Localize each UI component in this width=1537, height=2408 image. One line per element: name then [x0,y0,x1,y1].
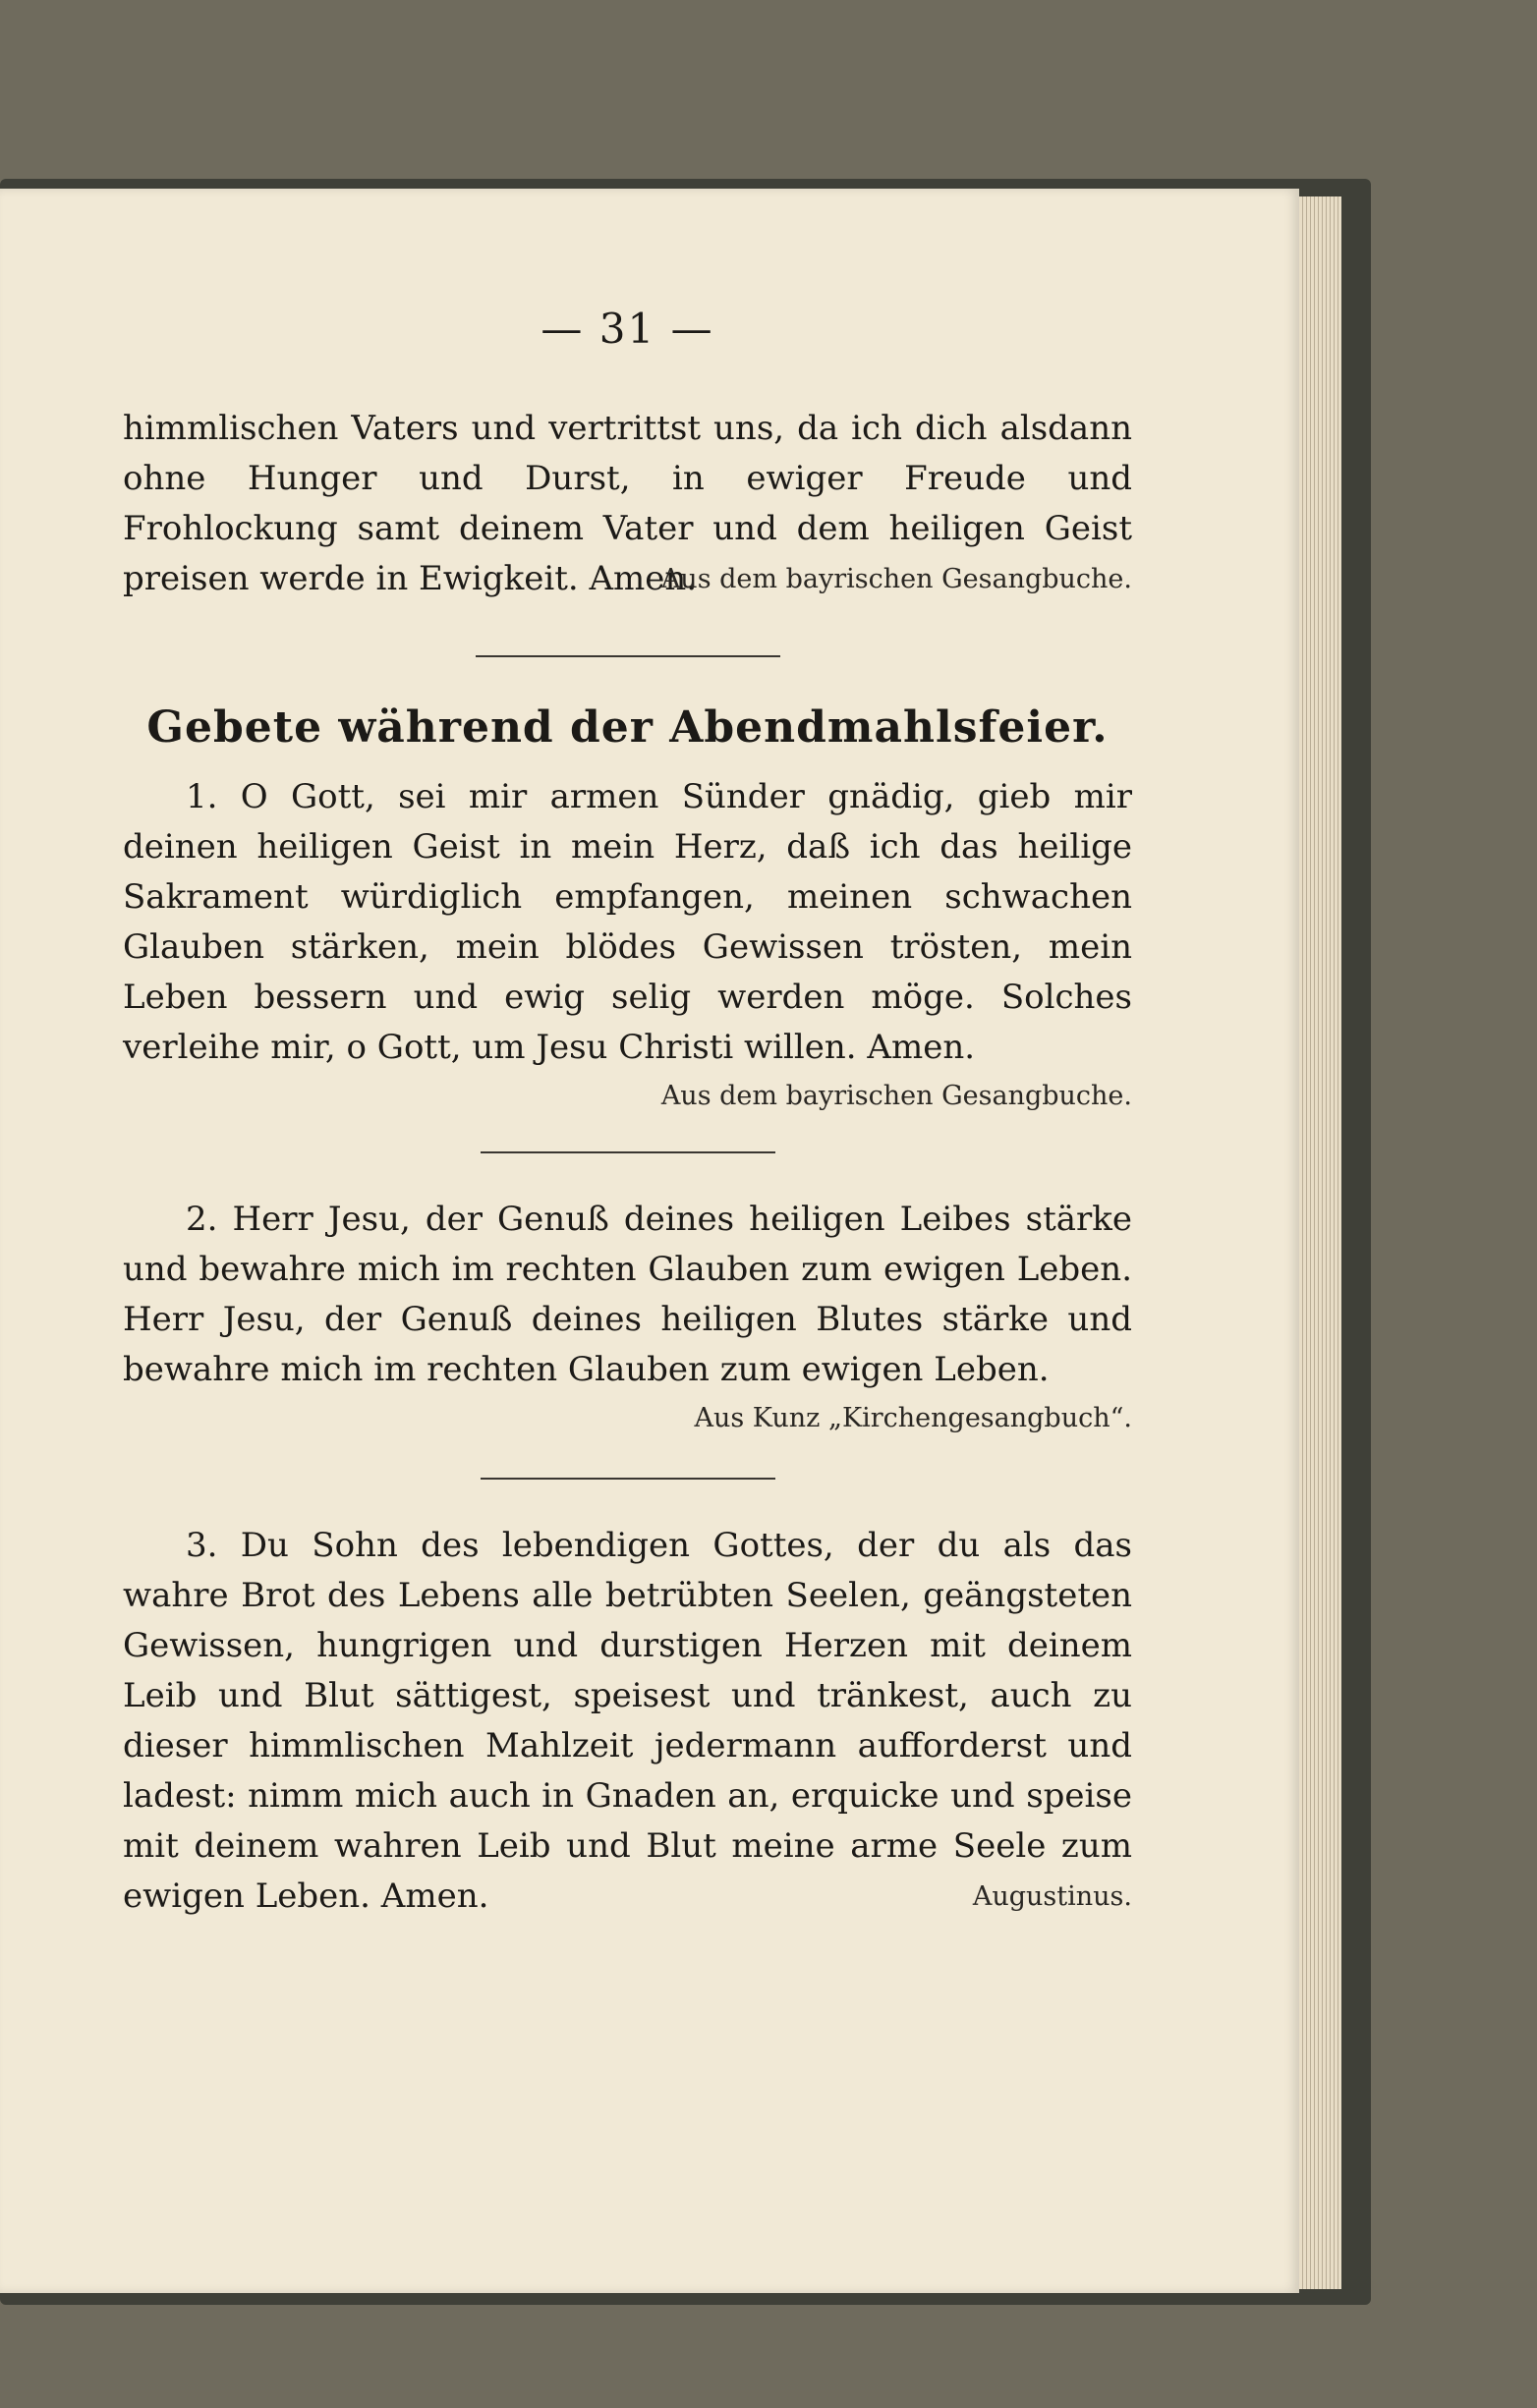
divider-rule [476,655,780,657]
prayer-1: 1. O Gott, sei mir armen Sünder gnädig, gieb mir deinen heiligen Geist in mein Herz, daß ich das heilige Sakrament würdiglich empfangen, meinen schwachen Glauben stärken, mein blödes Gewissen trösten, mein Leben bessern und ewig selig werden möge. Solches verleihe mir, o Gott, um Jesu Christi willen. Amen. [123,777,1132,1067]
prayer-2-source: Aus Kunz „Kirchengesangbuch“. [694,1403,1132,1433]
intro-source: Aus dem bayrischen Gesangbuche. [660,564,1132,594]
divider-rule [481,1478,775,1480]
page-content [123,305,1132,1917]
prayer-1-source: Aus dem bayrischen Gesangbuche. [660,1081,1132,1111]
divider-rule [481,1151,775,1153]
prayer-2: 2. Herr Jesu, der Genuß deines heiligen Leibes stärke und bewahre mich im rechten Glauben zum ewigen Leben. Herr Jesu, der Genuß deines heiligen Blutes stärke und bewahre mich im rechten Glauben zum ewigen Leben. [123,1200,1132,1389]
intro-paragraph: himmlischen Vaters und vertrittst uns, da ich dich alsdann ohne Hunger und Durst, in ewiger Freude und Frohlockung samt deinem Vater und dem heiligen Geist preisen werde in Ewigkeit. Amen. [123,409,1132,598]
page-number: — 31 — [541,305,714,353]
section-heading: Gebete während der Abendmahlsfeier. [146,702,1109,753]
prayer-3-source: Augustinus. [972,1881,1132,1912]
prayer-3: 3. Du Sohn des lebendigen Gottes, der du als das wahre Brot des Lebens alle betrübten Seelen, geängsteten Gewissen, hungrigen und durstigen Herzen mit deinem Leib und Blut sättigest, speisest und tränkest, auch zu dieser himmlischen Mahlzeit jedermann aufforderst und ladest: nimm mich auch in Gnaden an, erquicke und speise mit deinem wahren Leib und Blut meine arme Seele zum ewigen Leben. Amen. [123,1526,1132,1916]
book-page [0,189,1299,2293]
